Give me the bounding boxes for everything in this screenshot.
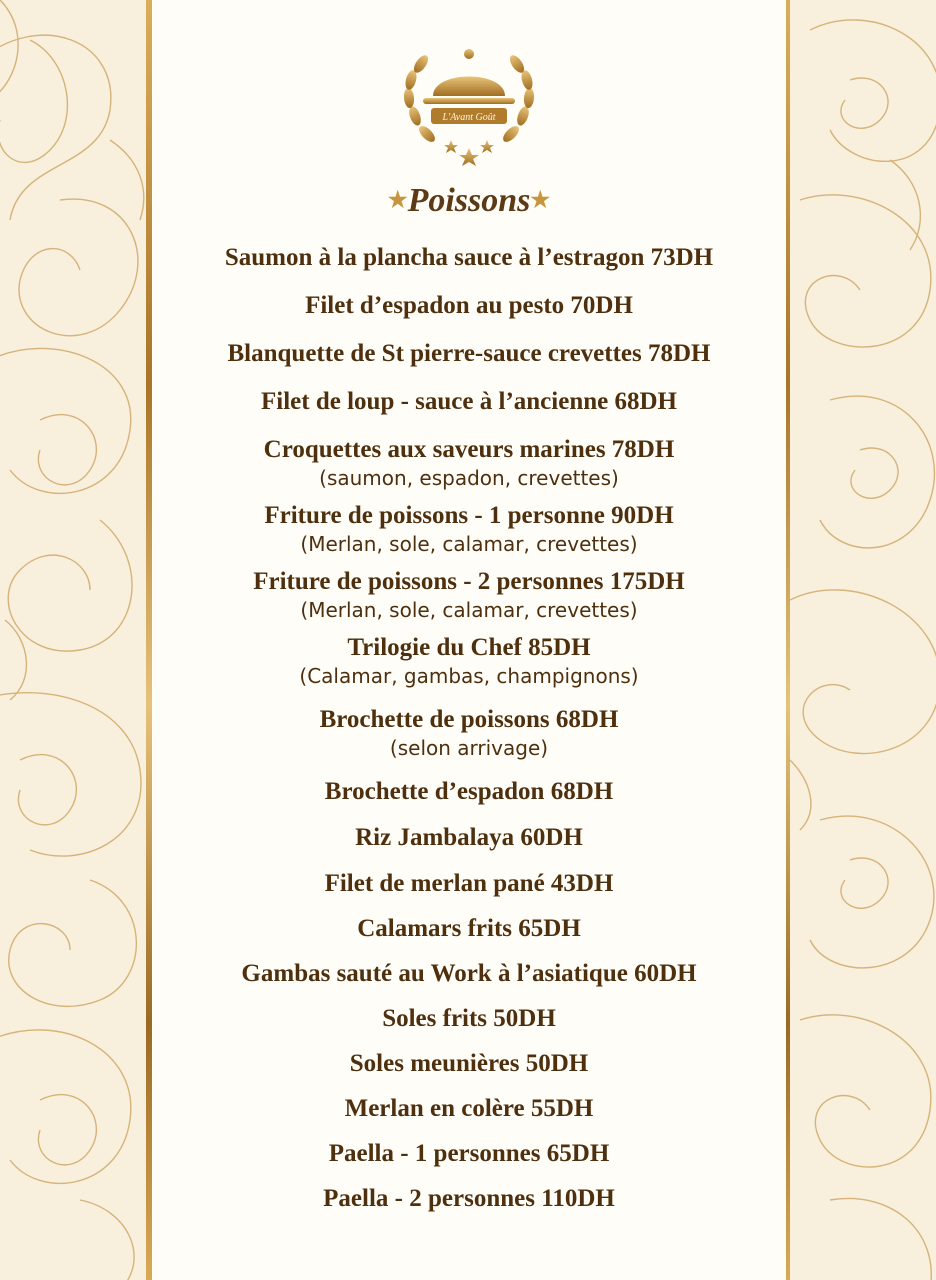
menu-item (152, 705, 786, 761)
dish-name: Paella - 2 personnes 110DH (323, 1185, 615, 1212)
star-icon: ★ (387, 187, 408, 212)
menu-item (152, 387, 786, 417)
menu-list (152, 228, 786, 1214)
menu-item (152, 633, 786, 689)
dish-note: (saumon, espadon, crevettes) (319, 466, 619, 490)
section-title-text: Poissons (407, 182, 531, 219)
menu-item (152, 823, 786, 853)
dish-note: (selon arrivage) (389, 736, 549, 760)
menu-item (152, 243, 786, 273)
menu-item (152, 777, 786, 807)
dish-name: Brochette d’espadon 68DH (324, 778, 614, 805)
dish-name: Blanquette de St pierre-sauce crevettes 78DH (227, 340, 711, 367)
dish-name: Friture de poissons - 2 personnes 175DH (253, 568, 685, 595)
floral-pattern-icon (790, 0, 936, 1280)
dish-name: Calamars frits 65DH (357, 915, 581, 942)
dish-note: (Merlan, sole, calamar, crevettes) (300, 532, 638, 556)
dish-name: Filet de merlan pané 43DH (324, 870, 614, 897)
dish-name: Croquettes aux saveurs marines 78DH (263, 436, 675, 463)
dish-name: Filet de loup - sauce à l’ancienne 68DH (261, 388, 677, 415)
menu-item (152, 339, 786, 369)
floral-border-left (0, 0, 148, 1280)
stars-icon (444, 140, 494, 166)
dish-name: Brochette de poissons 68DH (319, 706, 619, 733)
menu-item (152, 435, 786, 491)
dish-name: Trilogie du Chef 85DH (347, 634, 591, 661)
menu-item (152, 1004, 786, 1034)
dish-note: (Calamar, gambas, champignons) (299, 664, 639, 688)
menu-item (152, 1139, 786, 1169)
section-title (152, 182, 786, 220)
dish-name: Soles meunières 50DH (349, 1050, 589, 1077)
dish-name: Saumon à la plancha sauce à l’estragon 73DH (224, 244, 714, 271)
dish-name: Paella - 1 personnes 65DH (328, 1140, 610, 1167)
restaurant-logo (393, 36, 545, 172)
menu-item (152, 1094, 786, 1124)
dish-name: Friture de poissons - 1 personne 90DH (264, 502, 674, 529)
cloche-icon (423, 49, 515, 104)
dish-name: Gambas sauté au Work à l’asiatique 60DH (241, 960, 697, 987)
star-icon: ★ (530, 187, 551, 212)
dish-name: Merlan en colère 55DH (344, 1095, 594, 1122)
menu-item (152, 959, 786, 989)
menu-item (152, 1184, 786, 1214)
svg-text:L'Avant Goût: L'Avant Goût (442, 112, 496, 123)
floral-pattern-icon (0, 0, 148, 1280)
floral-border-right (790, 0, 936, 1280)
menu-item (152, 914, 786, 944)
dish-name: Soles frits 50DH (382, 1005, 556, 1032)
menu-item (152, 567, 786, 623)
menu-item (152, 291, 786, 321)
dish-name: Riz Jambalaya 60DH (355, 824, 583, 851)
menu-item (152, 869, 786, 899)
dish-name: Filet d’espadon au pesto 70DH (305, 292, 633, 319)
dish-note: (Merlan, sole, calamar, crevettes) (300, 598, 638, 622)
menu-item (152, 501, 786, 557)
menu-item (152, 1049, 786, 1079)
